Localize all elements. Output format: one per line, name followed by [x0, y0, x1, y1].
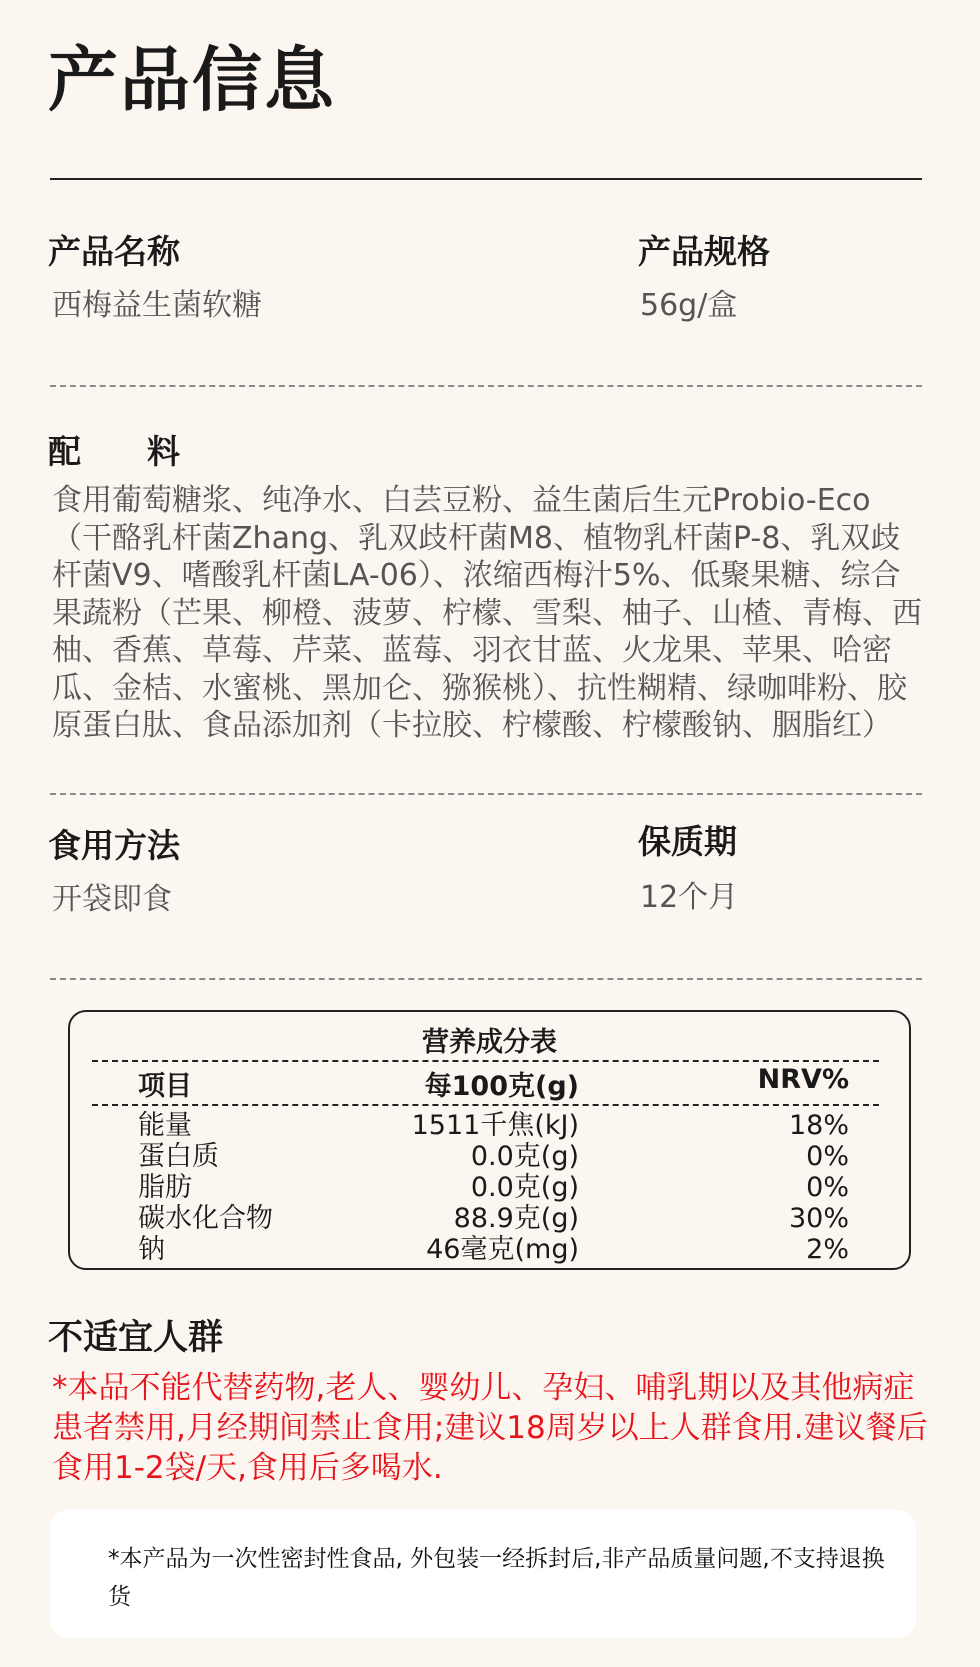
nutrition-row-carbs-amount: 88.9克(g) — [453, 1203, 579, 1234]
section-divider — [50, 385, 922, 387]
nutrition-row-fat-amount: 0.0克(g) — [470, 1172, 579, 1203]
nutrition-row-protein-name: 蛋白质 — [138, 1141, 219, 1172]
return-policy-text: *本产品为一次性密封性食品, 外包装一经拆封后,非产品质量问题,不支持退换货 — [108, 1546, 885, 1610]
product-name-label: 产品名称 — [48, 232, 180, 271]
nutrition-row-protein-nrv: 0% — [806, 1141, 849, 1172]
nutrition-row-sodium-name: 钠 — [138, 1234, 165, 1265]
ingredients-label: 配 料 — [48, 432, 180, 471]
nutrition-row-energy-name: 能量 — [138, 1110, 192, 1141]
nutrition-row-fat-name: 脂肪 — [138, 1172, 192, 1203]
nutrition-header-item: 项目 — [138, 1071, 192, 1102]
nutrition-header-nrv: NRV% — [757, 1064, 849, 1095]
nutrition-row-sodium-nrv: 2% — [806, 1234, 849, 1265]
ingredients-text: 食用葡萄糖浆、纯净水、白芸豆粉、益生菌后生元Probio-Eco（干酪乳杆菌Zhang、乳双歧杆菌M8、植物乳杆菌P-8、乳双歧杆菌V9、嗜酸乳杆菌LA-06）、浓缩西梅汁5%、低聚果糖、综合果蔬粉（芒果、柳橙、菠萝、柠檬、雪梨、柚子、山楂、青梅、西柚、香蕉、草莓、芹菜、蓝莓、羽衣甘蓝、火龙果、苹果、哈密瓜、金桔、水蜜桃、黑加仑、猕猴桃）、抗性糊精、绿咖啡粉、胶原蛋白肽、食品添加剂（卡拉胶、柠檬酸、柠檬酸钠、胭脂红） — [52, 483, 922, 743]
nutrition-row-fat-nrv: 0% — [806, 1172, 849, 1203]
shelf-life-label: 保质期 — [638, 822, 737, 861]
nutrition-row-carbs-name: 碳水化合物 — [138, 1203, 273, 1234]
return-policy-notice — [50, 1510, 916, 1638]
nutrition-row-energy-nrv: 18% — [788, 1110, 849, 1141]
nutrition-divider — [92, 1104, 879, 1106]
product-name-value: 西梅益生菌软糖 — [52, 288, 262, 323]
nutrition-row-protein-amount: 0.0克(g) — [470, 1141, 579, 1172]
unsuitable-warning: *本品不能代替药物,老人、婴幼儿、孕妇、哺乳期以及其他病症患者禁用,月经期间禁止食用;建议18周岁以上人群食用.建议餐后食用1-2袋/天,食用后多喝水. — [52, 1370, 928, 1486]
section-divider — [50, 793, 922, 795]
spec-value: 56g/盒 — [640, 288, 738, 323]
nutrition-header-per100g: 每100克(g) — [424, 1071, 579, 1102]
spec-label: 产品规格 — [638, 232, 770, 271]
page-title: 产品信息 — [48, 39, 336, 121]
shelf-life-value: 12个月 — [640, 880, 739, 915]
unsuitable-title: 不适宜人群 — [48, 1318, 224, 1358]
nutrition-title: 营养成分表 — [422, 1027, 557, 1058]
nutrition-row-sodium-amount: 46毫克(mg) — [426, 1234, 579, 1265]
title-divider — [50, 178, 922, 180]
nutrition-divider — [92, 1060, 879, 1062]
nutrition-row-energy-amount: 1511千焦(kJ) — [411, 1110, 579, 1141]
nutrition-table — [68, 1010, 911, 1270]
usage-label: 食用方法 — [48, 826, 180, 865]
section-divider — [50, 978, 922, 980]
nutrition-row-carbs-nrv: 30% — [788, 1203, 849, 1234]
usage-value: 开袋即食 — [52, 882, 172, 917]
